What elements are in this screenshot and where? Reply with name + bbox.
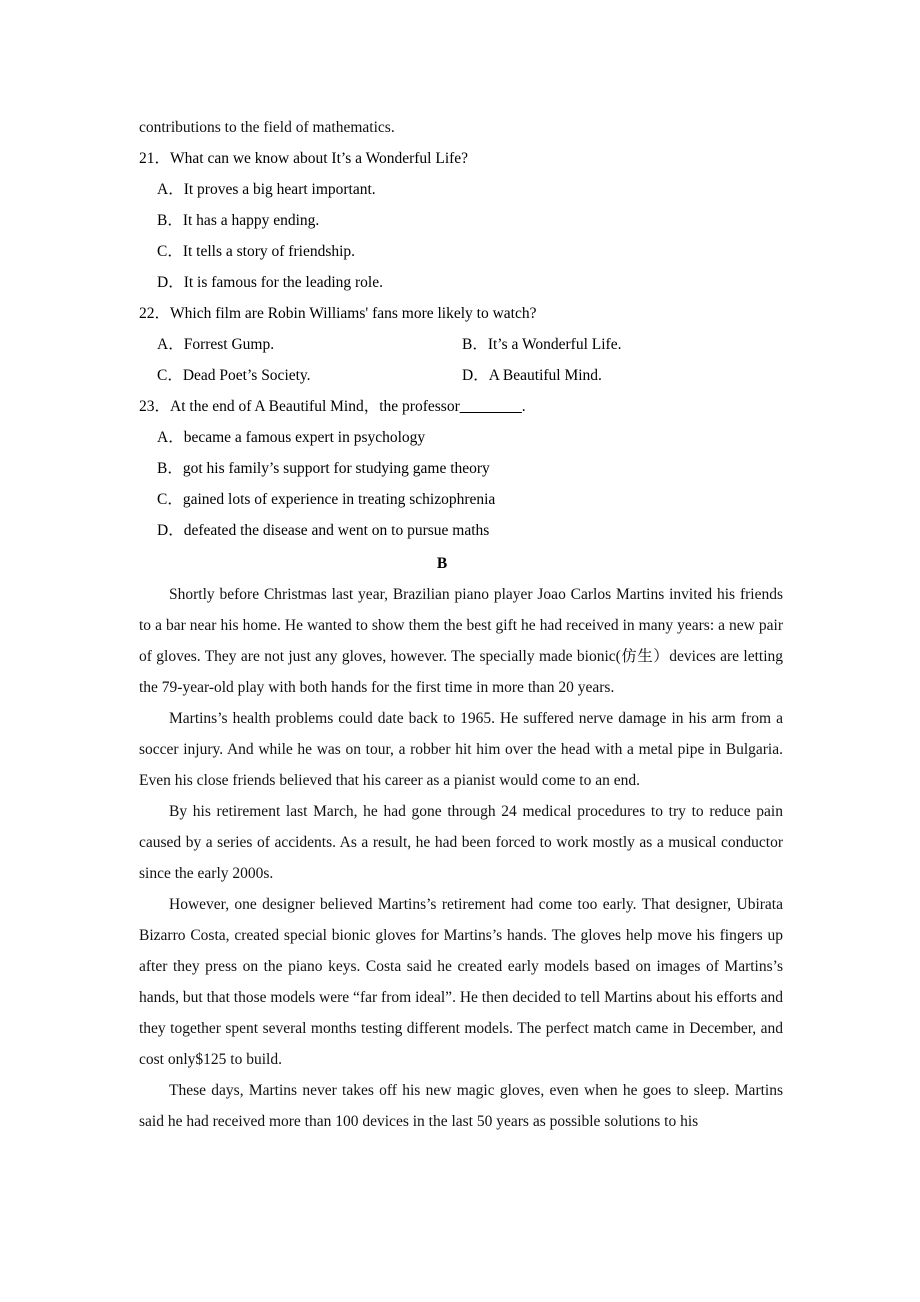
question-22 xyxy=(139,298,783,329)
option-text: It’s a Wonderful Life. xyxy=(487,336,622,353)
question-22-stem: Which film are Robin Williams' fans more likely to watch? xyxy=(170,305,537,322)
question-21-stem: What can we know about It’s a Wonderful Life? xyxy=(170,150,469,167)
question-21-option-c[interactable] xyxy=(157,236,783,267)
question-21-option-a[interactable] xyxy=(157,174,783,205)
question-22-option-a[interactable] xyxy=(157,329,462,360)
option-text: got his family’s support for studying game theory xyxy=(182,460,490,477)
option-text: Dead Poet’s Society. xyxy=(182,367,311,384)
question-23 xyxy=(139,391,783,422)
carryover-text-line: contributions to the field of mathematics. xyxy=(139,119,395,136)
question-22-option-c[interactable] xyxy=(157,360,462,391)
question-21 xyxy=(139,143,783,174)
option-label: D． xyxy=(157,522,184,539)
option-text: defeated the disease and went on to pursue maths xyxy=(183,522,490,539)
section-b-paragraph-5: These days, Martins never takes off his new magic gloves, even when he goes to sleep. Martins said he had received more than 100 devices in the last 50 years as possible solutions to his xyxy=(139,1082,783,1130)
question-23-option-a[interactable] xyxy=(157,422,783,453)
option-text: It tells a story of friendship. xyxy=(182,243,356,260)
option-text: A Beautiful Mind. xyxy=(488,367,602,384)
question-23-option-d[interactable] xyxy=(157,515,783,546)
question-23-answer-blank[interactable]: ________ xyxy=(459,398,522,415)
option-label: A． xyxy=(157,336,184,353)
section-b-paragraph-3: By his retirement last March, he had gone through 24 medical procedures to try to reduce pain caused by a series of accidents. As a result, he had been forced to work mostly as a musical conductor since the early 2000s. xyxy=(139,803,783,882)
section-b-paragraph-1: Shortly before Christmas last year, Brazilian piano player Joao Carlos Martins invited his friends to a bar near his home. He wanted to show them the best gift he had received in many years: a new pair of gloves. They are not just any gloves, however. The specially made bionic(仿生）devices are letting the 79-year-old play with both hands for the first time in more than 20 years. xyxy=(139,586,783,696)
option-label: D． xyxy=(462,367,489,384)
question-21-option-d[interactable] xyxy=(157,267,783,298)
option-text: gained lots of experience in treating schizophrenia xyxy=(182,491,496,508)
page-content xyxy=(139,112,783,1137)
option-text: It is famous for the leading role. xyxy=(183,274,383,291)
question-23-number: 23． xyxy=(139,398,171,415)
question-23-stem-after-blank: . xyxy=(521,398,526,415)
option-label: A． xyxy=(157,181,184,198)
option-label: B． xyxy=(157,212,183,229)
option-label: C． xyxy=(157,243,183,260)
question-21-number: 21． xyxy=(139,150,171,167)
option-label: B． xyxy=(157,460,183,477)
question-22-option-row-2 xyxy=(157,360,783,391)
option-text: It proves a big heart important. xyxy=(183,181,376,198)
option-label: C． xyxy=(157,491,183,508)
question-22-option-row-1 xyxy=(157,329,783,360)
option-label: B． xyxy=(462,336,488,353)
question-22-number: 22． xyxy=(139,305,171,322)
question-23-option-c[interactable] xyxy=(157,484,783,515)
section-b-paragraph-4: However, one designer believed Martins’s retirement had come too early. That designer, Ubirata Bizarro Costa, created special bionic gloves for Martins’s hands. The gloves help move his fingers up after they press on the piano keys. Costa said he created early models based on images of Martins’s hands, but that those models were “far from ideal”. He then decided to tell Martins about his efforts and they together spent several months testing different models. The perfect match came in December, and cost only$125 to build. xyxy=(139,896,783,1068)
section-b-paragraph-2: Martins’s health problems could date back to 1965. He suffered nerve damage in his arm from a soccer injury. And while he was on tour, a robber hit him over the head with a metal pipe in Bulgaria. Even his close friends believed that his career as a pianist would come to an end. xyxy=(139,710,783,789)
question-23-option-b[interactable] xyxy=(157,453,783,484)
question-22-option-d[interactable] xyxy=(462,360,783,391)
question-22-option-b[interactable] xyxy=(462,329,783,360)
option-text: Forrest Gump. xyxy=(183,336,275,353)
option-label: D． xyxy=(157,274,184,291)
section-b-heading: B xyxy=(436,555,448,572)
option-label: C． xyxy=(157,367,183,384)
question-23-stem xyxy=(170,391,783,422)
question-23-stem-before-blank: At the end of A Beautiful Mind，the professor xyxy=(170,398,460,415)
option-text: became a famous expert in psychology xyxy=(183,429,426,446)
option-text: It has a happy ending. xyxy=(182,212,320,229)
option-label: A． xyxy=(157,429,184,446)
question-21-option-b[interactable] xyxy=(157,205,783,236)
